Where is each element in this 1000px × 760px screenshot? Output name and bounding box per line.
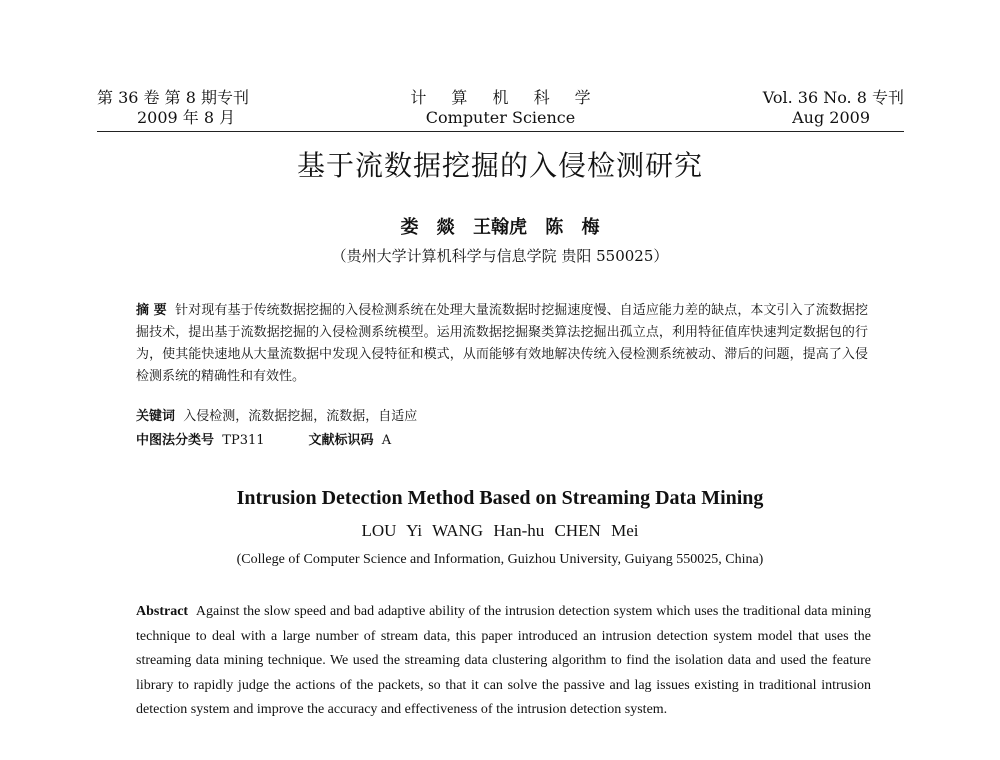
abstract-label-cn: 摘 要 xyxy=(136,303,167,318)
keywords-cn xyxy=(136,407,868,427)
journal-name-en: Computer Science xyxy=(425,108,576,127)
header-rule xyxy=(97,131,904,132)
abstract-label-en: Abstract xyxy=(136,604,189,619)
journal-name-cn: 计 算 机 科 学 xyxy=(410,88,601,107)
keywords-text-cn: 入侵检测，流数据挖掘，流数据，自适应 xyxy=(183,409,418,424)
abstract-text-en: Against the slow speed and bad adaptive ability of the intrusion detection system which uses the traditional data mining technique to deal with a large number of stream data, this paper introduced an intrusion detection system model that uses the streaming data mining technique. We used the streaming data clustering algorithm to find the isolation data and used the feature library to rapidly judge the actions of the packets, so that it can solve the passive and lag issues existing in traditional intrusion detection system and improve the accuracy and effectiveness of the intrusion detection system. xyxy=(136,604,871,717)
affiliation-en: (College of Computer Science and Information, Guizhou University, Guiyang 550025, China) xyxy=(236,552,764,567)
authors-en: LOU Yi WANG Han-hu CHEN Mei xyxy=(361,521,639,540)
issue-date: 2009 年 8 月 xyxy=(137,108,236,127)
volume-issue: 第 36 卷 第 8 期专刊 xyxy=(97,88,249,107)
issue-info-en xyxy=(763,88,904,128)
clc-value: TP311 xyxy=(222,433,265,448)
paper-title-cn: 基于流数据挖掘的入侵检测研究 xyxy=(296,149,703,182)
volume-issue-en: Vol. 36 No. 8 专刊 xyxy=(762,88,904,107)
abstract-en xyxy=(136,600,871,723)
issue-date-en: Aug 2009 xyxy=(792,108,870,127)
abstract-cn xyxy=(136,300,868,388)
authors-cn: 娄 燚 王翰虎 陈 梅 xyxy=(400,217,600,238)
affiliation-cn: （贵州大学计算机科学与信息学院 贵阳 550025） xyxy=(331,247,669,265)
paper-title-en: Intrusion Detection Method Based on Streaming Data Mining xyxy=(236,487,764,509)
journal-header xyxy=(97,88,904,132)
clc-label: 中图法分类号 xyxy=(136,433,215,448)
doc-code-label: 文献标识码 xyxy=(308,433,374,448)
abstract-text-cn: 针对现有基于传统数据挖掘的入侵检测系统在处理大量流数据时挖掘速度慢、自适应能力差的缺点，本文引入了流数据挖掘技术，提出基于流数据挖掘的入侵检测系统模型。运用流数据挖掘聚类算法挖掘出孤立点，利用特征值库快速判定数据包的行为，使其能快速地从大量流数据中发现入侵特征和模式，从而能够有效地解决传统入侵检测系统被动、滞后的问题，提高了入侵检测系统的精确性和有效性。 xyxy=(136,303,868,384)
keywords-label-cn: 关键词 xyxy=(136,409,176,424)
classification-cn xyxy=(136,431,868,451)
doc-code-value: A xyxy=(381,433,392,448)
